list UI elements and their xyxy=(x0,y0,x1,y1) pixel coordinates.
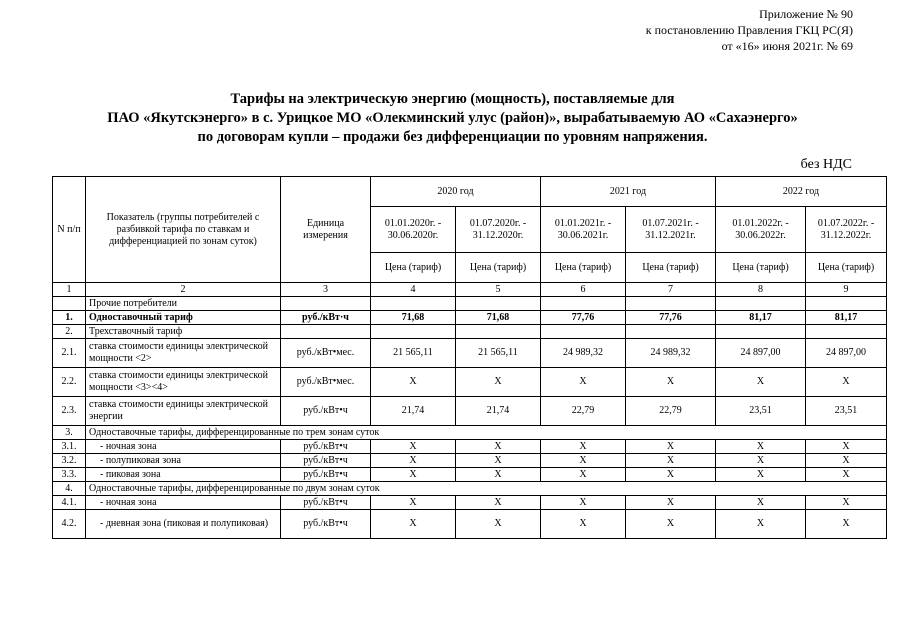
col-number: 2 xyxy=(86,283,281,297)
cell-value: X xyxy=(716,510,806,539)
row-num: 2.1. xyxy=(53,339,86,368)
header-num: N п/п xyxy=(53,177,86,283)
cell-value: X xyxy=(541,440,626,454)
cell-value: 24 989,32 xyxy=(626,339,716,368)
row-num: 2. xyxy=(53,325,86,339)
col-number: 8 xyxy=(716,283,806,297)
row-name: Трехставочный тариф xyxy=(86,325,281,339)
cell-value: X xyxy=(456,454,541,468)
cell-value: X xyxy=(541,496,626,510)
row-name: - ночная зона xyxy=(86,496,281,510)
cell-value: X xyxy=(716,368,806,397)
cell-value: X xyxy=(541,454,626,468)
cell-value: X xyxy=(806,440,887,454)
table-row xyxy=(53,468,887,482)
header-period: 01.07.2020г. - 31.12.2020г. xyxy=(456,207,541,253)
cell-value: 21,74 xyxy=(371,397,456,426)
row-unit: руб./кВт•ч xyxy=(281,397,371,426)
tariff-table xyxy=(52,176,887,539)
cell-value: 24 989,32 xyxy=(541,339,626,368)
row-unit: руб./кВт·ч xyxy=(281,311,371,325)
cell-value: 23,51 xyxy=(806,397,887,426)
row-num: 4. xyxy=(53,482,86,496)
cell-value: X xyxy=(806,496,887,510)
header-price: Цена (тариф) xyxy=(371,253,456,283)
row-unit: руб./кВт•ч xyxy=(281,468,371,482)
header-indicator: Показатель (группы потребителей с разбивкой тарифа по ставкам и дифференциацией по зонам суток) xyxy=(86,177,281,283)
cell-value: X xyxy=(456,510,541,539)
cell-value: 81,17 xyxy=(806,311,887,325)
table-row xyxy=(53,325,887,339)
cell-value: X xyxy=(626,368,716,397)
header-period: 01.07.2022г. - 31.12.2022г. xyxy=(806,207,887,253)
document-title xyxy=(0,90,905,147)
cell-value: 22,79 xyxy=(626,397,716,426)
header-price: Цена (тариф) xyxy=(806,253,887,283)
cell-value: X xyxy=(371,510,456,539)
row-num: 2.2. xyxy=(53,368,86,397)
cell-value: X xyxy=(541,368,626,397)
cell-value: 21 565,11 xyxy=(456,339,541,368)
cell-value: 21 565,11 xyxy=(371,339,456,368)
title-line-2: ПАО «Якутскэнерго» в с. Урицкое МО «Олекминский улус (район)», вырабатываемую АО «Сахаэнерго» xyxy=(107,110,798,126)
row-name: ставка стоимости единицы электрической энергии xyxy=(86,397,281,426)
cell-value: 71,68 xyxy=(456,311,541,325)
cell-value: 71,68 xyxy=(371,311,456,325)
row-unit: руб./кВт•ч xyxy=(281,510,371,539)
cell-value: 24 897,00 xyxy=(806,339,887,368)
title-line-1: Тарифы на электрическую энергию (мощность), поставляемые для xyxy=(230,91,675,107)
table-row xyxy=(53,440,887,454)
header-year-2021: 2021 год xyxy=(541,177,716,207)
cell-value: X xyxy=(456,496,541,510)
row-name: Одноставочные тарифы, дифференцированные по трем зонам суток xyxy=(86,426,887,440)
annex-line-2: к постановлению Правления ГКЦ РС(Я) xyxy=(645,23,853,37)
cell-value: 77,76 xyxy=(541,311,626,325)
cell-value: X xyxy=(626,496,716,510)
col-number: 5 xyxy=(456,283,541,297)
row-name: Одноставочный тариф xyxy=(86,311,281,325)
cell-value: X xyxy=(456,440,541,454)
cell-value: X xyxy=(626,454,716,468)
cell-value: X xyxy=(371,468,456,482)
cell-value: X xyxy=(626,510,716,539)
row-num: 4.1. xyxy=(53,496,86,510)
cell-value: X xyxy=(716,454,806,468)
header-year-2022: 2022 год xyxy=(716,177,887,207)
row-unit: руб./кВт•ч xyxy=(281,454,371,468)
row-num: 3.2. xyxy=(53,454,86,468)
header-price: Цена (тариф) xyxy=(716,253,806,283)
row-unit: руб./кВт•мес. xyxy=(281,368,371,397)
cell-value: X xyxy=(371,496,456,510)
header-period: 01.01.2021г. - 30.06.2021г. xyxy=(541,207,626,253)
cell-value: X xyxy=(541,468,626,482)
annex-line-3: от «16» июня 2021г. № 69 xyxy=(721,39,853,53)
cell-value: 81,17 xyxy=(716,311,806,325)
row-num: 2.3. xyxy=(53,397,86,426)
table-row xyxy=(53,496,887,510)
cell-value: X xyxy=(716,468,806,482)
cell-value: 22,79 xyxy=(541,397,626,426)
cell-value: X xyxy=(716,440,806,454)
header-period: 01.07.2021г. - 31.12.2021г. xyxy=(626,207,716,253)
header-year-2020: 2020 год xyxy=(371,177,541,207)
row-name: - пиковая зона xyxy=(86,468,281,482)
header-price: Цена (тариф) xyxy=(456,253,541,283)
row-num: 3.1. xyxy=(53,440,86,454)
row-num: 1. xyxy=(53,311,86,325)
row-name: Одноставочные тарифы, дифференцированные по двум зонам суток xyxy=(86,482,887,496)
row-name: - ночная зона xyxy=(86,440,281,454)
group-label: Прочие потребители xyxy=(86,297,281,311)
table-row xyxy=(53,368,887,397)
cell-value: X xyxy=(716,496,806,510)
cell-value: X xyxy=(371,440,456,454)
header-price: Цена (тариф) xyxy=(626,253,716,283)
cell-value: 21,74 xyxy=(456,397,541,426)
col-number: 6 xyxy=(541,283,626,297)
row-name: ставка стоимости единицы электрической мощности <3><4> xyxy=(86,368,281,397)
col-number: 9 xyxy=(806,283,887,297)
cell-value: X xyxy=(626,468,716,482)
cell-value: X xyxy=(806,468,887,482)
cell-value: X xyxy=(541,510,626,539)
row-unit: руб./кВт•ч xyxy=(281,496,371,510)
annex-line-1: Приложение № 90 xyxy=(759,7,853,21)
col-number: 7 xyxy=(626,283,716,297)
annex-reference xyxy=(646,6,853,54)
cell-value: 77,76 xyxy=(626,311,716,325)
header-period: 01.01.2020г. - 30.06.2020г. xyxy=(371,207,456,253)
col-number: 1 xyxy=(53,283,86,297)
header-period: 01.01.2022г. - 30.06.2022г. xyxy=(716,207,806,253)
cell-value: X xyxy=(806,454,887,468)
table-row xyxy=(53,297,887,311)
table-row xyxy=(53,311,887,325)
row-name: ставка стоимости единицы электрической мощности <2> xyxy=(86,339,281,368)
cell-value: X xyxy=(456,368,541,397)
cell-value: X xyxy=(806,368,887,397)
title-line-3: по договорам купли – продажи без дифференциации по уровням напряжения. xyxy=(197,129,708,145)
row-name: - полупиковая зона xyxy=(86,454,281,468)
cell-value: X xyxy=(806,510,887,539)
header-price: Цена (тариф) xyxy=(541,253,626,283)
cell-value: 24 897,00 xyxy=(716,339,806,368)
row-name: - дневная зона (пиковая и полупиковая) xyxy=(86,510,281,539)
row-num: 3.3. xyxy=(53,468,86,482)
row-unit: руб./кВт•ч xyxy=(281,440,371,454)
cell-value: X xyxy=(456,468,541,482)
vat-note: без НДС xyxy=(800,157,852,172)
cell-value: X xyxy=(371,368,456,397)
row-num: 4.2. xyxy=(53,510,86,539)
table-row xyxy=(53,482,887,496)
row-num: 3. xyxy=(53,426,86,440)
col-number: 4 xyxy=(371,283,456,297)
header-unit: Единица измерения xyxy=(281,177,371,283)
table-row xyxy=(53,339,887,368)
table-row xyxy=(53,510,887,539)
cell-value: X xyxy=(371,454,456,468)
row-unit: руб./кВт•мес. xyxy=(281,339,371,368)
table-row xyxy=(53,454,887,468)
cell-value: X xyxy=(626,440,716,454)
table-row xyxy=(53,426,887,440)
cell-value: 23,51 xyxy=(716,397,806,426)
table-row xyxy=(53,397,887,426)
col-number: 3 xyxy=(281,283,371,297)
